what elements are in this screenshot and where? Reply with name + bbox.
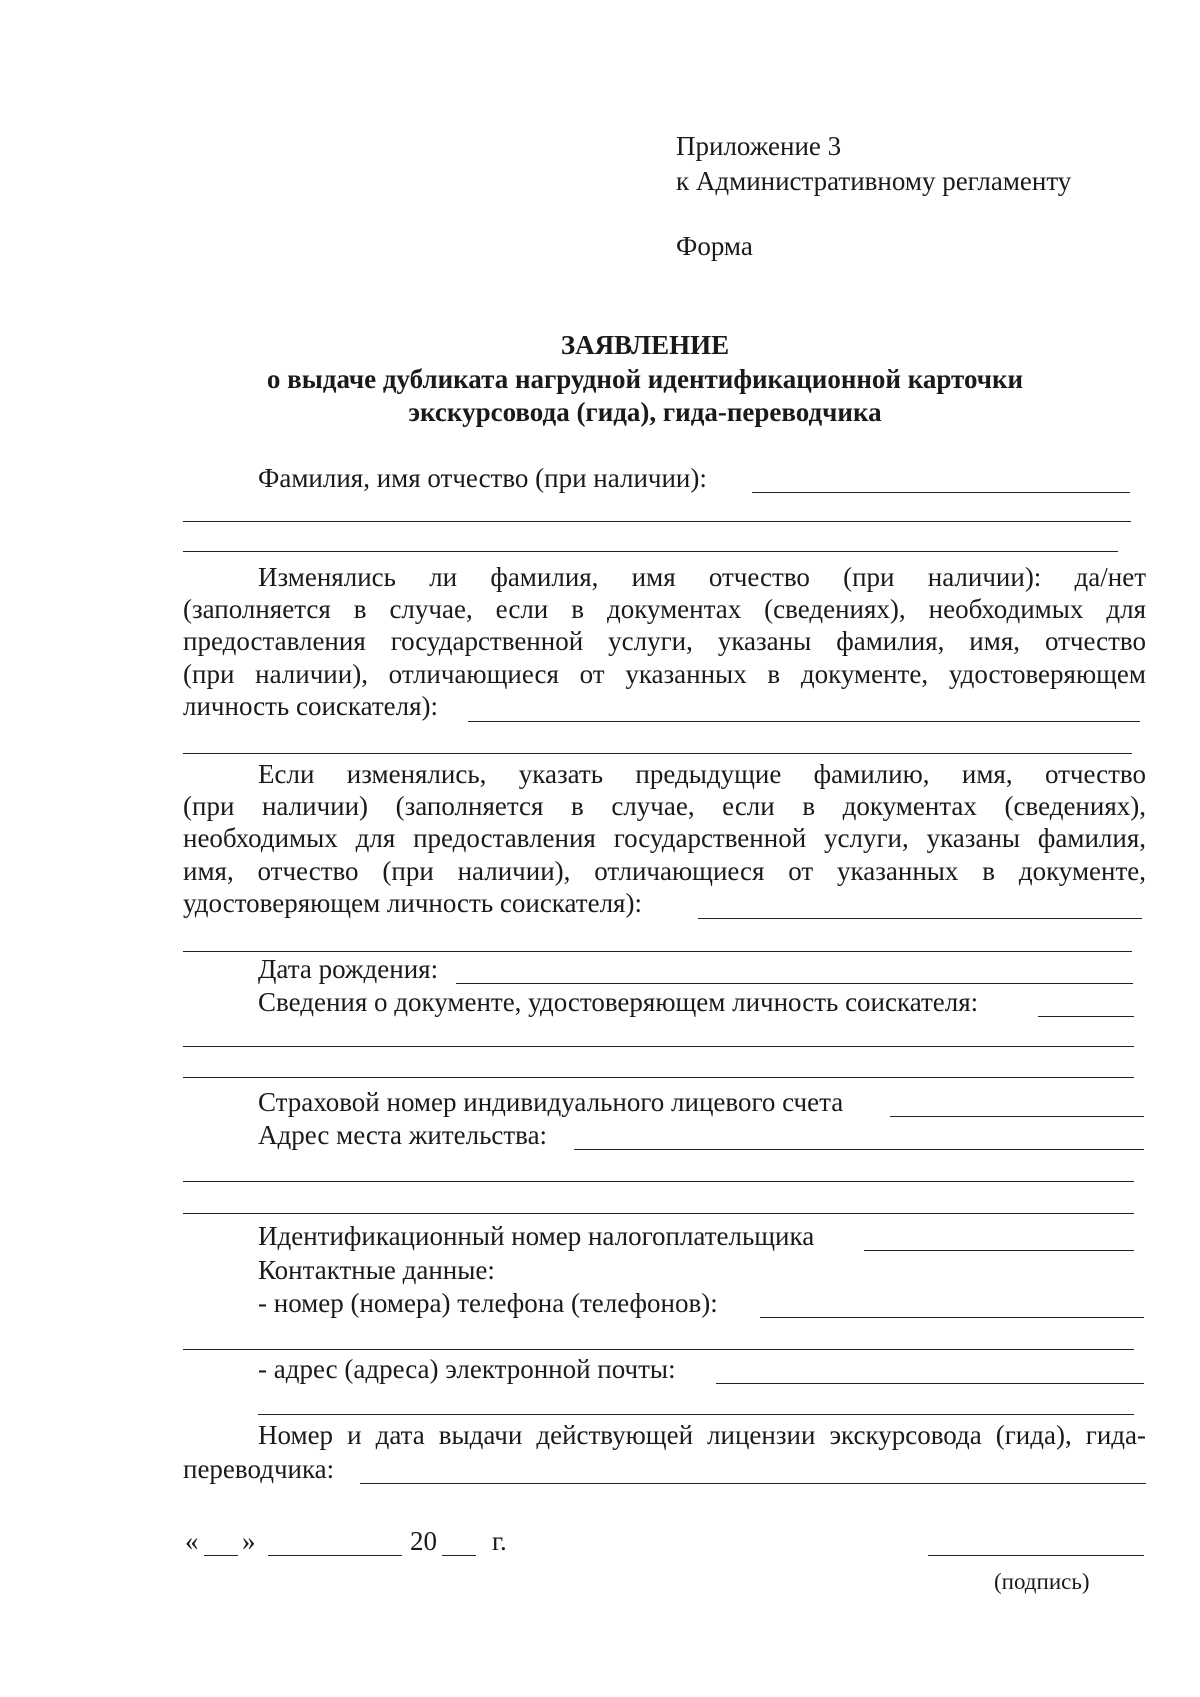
fio-input-line-2[interactable] xyxy=(183,521,1131,522)
id-document-input-line[interactable] xyxy=(1038,1016,1134,1017)
contacts-heading: Контактные данные: xyxy=(258,1255,495,1285)
snils-label: Страховой номер индивидуального лицевого счета xyxy=(258,1087,844,1117)
name-changed-line5: личность соискателя): xyxy=(183,691,439,721)
prev-name-line4: имя, отчество (при наличии), отличающиеся от указанных в документе, xyxy=(183,856,1146,886)
fio-input-line-3[interactable] xyxy=(183,551,1118,552)
date-year-suffix: г. xyxy=(492,1526,507,1556)
name-changed-input-line-2[interactable] xyxy=(183,753,1132,754)
prev-name-line1: Если изменялись, указать предыдущие фамилию, имя, отчество xyxy=(258,759,1146,789)
regulation-reference: к Административному регламенту xyxy=(676,166,1072,196)
document-subtitle-line1: о выдаче дубликата нагрудной идентификационной карточки xyxy=(266,364,1024,394)
inn-input-line[interactable] xyxy=(864,1250,1134,1251)
name-changed-line3: предоставления государственной услуги, указаны фамилия, имя, отчество xyxy=(183,626,1146,656)
address-input-line-3[interactable] xyxy=(183,1213,1134,1214)
phone-label: - номер (номера) телефона (телефонов): xyxy=(258,1288,718,1318)
appendix-number: Приложение 3 xyxy=(676,131,842,161)
fio-input-line[interactable] xyxy=(752,492,1130,493)
prev-name-line2: (при наличии) (заполняется в случае, если в документах (сведениях), xyxy=(183,791,1146,821)
name-changed-line2: (заполняется в случае, если в документах (сведениях), необходимых для xyxy=(183,594,1146,624)
phone-input-line[interactable] xyxy=(760,1317,1144,1318)
license-line2: переводчика: xyxy=(183,1454,335,1484)
date-quote-open: « xyxy=(185,1526,199,1556)
form-label: Форма xyxy=(676,231,753,261)
name-changed-input-line[interactable] xyxy=(468,721,1140,722)
prev-name-input-line[interactable] xyxy=(698,918,1142,919)
phone-input-line-2[interactable] xyxy=(183,1349,1134,1350)
signature-caption: (подпись) xyxy=(994,1569,1090,1594)
prev-name-input-line-2[interactable] xyxy=(183,951,1132,952)
id-document-input-line-2[interactable] xyxy=(183,1046,1134,1047)
email-input-line[interactable] xyxy=(716,1383,1144,1384)
signature-line[interactable] xyxy=(928,1555,1144,1556)
snils-input-line[interactable] xyxy=(890,1116,1144,1117)
name-changed-line1: Изменялись ли фамилия, имя отчество (при наличии): да/нет xyxy=(258,562,1146,592)
address-input-line-2[interactable] xyxy=(183,1181,1134,1182)
prev-name-line5: удостоверяющем личность соискателя): xyxy=(183,888,642,918)
email-input-line-2[interactable] xyxy=(258,1414,1134,1415)
prev-name-line3: необходимых для предоставления государственной услуги, указаны фамилия, xyxy=(183,823,1146,853)
address-input-line[interactable] xyxy=(574,1149,1144,1150)
address-label: Адрес места жительства: xyxy=(258,1120,548,1150)
email-label: - адрес (адреса) электронной почты: xyxy=(258,1354,676,1384)
id-document-label: Сведения о документе, удостоверяющем личность соискателя: xyxy=(258,987,979,1017)
date-day-line[interactable] xyxy=(204,1555,238,1556)
license-input-line[interactable] xyxy=(360,1483,1146,1484)
birth-date-input-line[interactable] xyxy=(456,983,1133,984)
date-year-line[interactable] xyxy=(442,1555,476,1556)
id-document-input-line-3[interactable] xyxy=(183,1077,1134,1078)
name-changed-line4: (при наличии), отличающиеся от указанных в документе, удостоверяющем xyxy=(183,659,1146,689)
fio-label: Фамилия, имя отчество (при наличии): xyxy=(258,463,707,493)
inn-label: Идентификационный номер налогоплательщика xyxy=(258,1221,815,1251)
date-quote-close: » xyxy=(242,1526,256,1556)
document-subtitle-line2: экскурсовода (гида), гида-переводчика xyxy=(408,397,882,427)
license-line1: Номер и дата выдачи действующей лицензии экскурсовода (гида), гида- xyxy=(258,1420,1146,1450)
document-title: ЗАЯВЛЕНИЕ xyxy=(560,330,730,360)
birth-date-label: Дата рождения: xyxy=(258,954,439,984)
date-month-line[interactable] xyxy=(268,1555,402,1556)
date-year-prefix: 20 xyxy=(410,1526,437,1556)
